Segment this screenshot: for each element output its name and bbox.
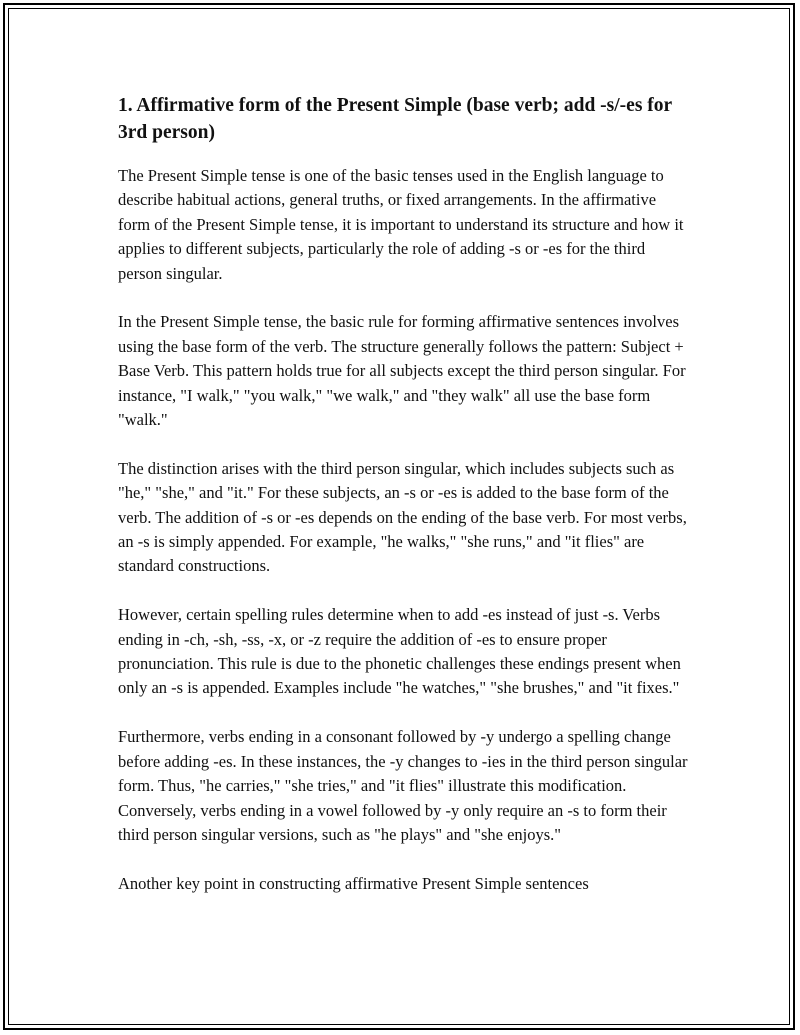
- paragraph-es-spelling: However, certain spelling rules determine when to add -es instead of just -s. Verbs ending in -ch, -sh, -ss, -x, or -z require the addition of -es to ensure proper pronunciation. This rule is due to the phonetic challenges these endings present when only an -s is appended. Examples include "he watches," "she brushes," and "it fixes.": [118, 605, 681, 698]
- paragraph-intro: The Present Simple tense is one of the basic tenses used in the English language to describe habitual actions, general truths, or fixed arrangements. In the affirmative form of the Present Simple tense, it is important to understand its structure and how it applies to different subjects, particularly the role of adding -s or -es for the third person singular.: [118, 166, 684, 283]
- section-heading: 1. Affirmative form of the Present Simple (base verb; add -s/-es for 3rd person): [118, 95, 672, 143]
- paragraph-base-rule: In the Present Simple tense, the basic rule for forming affirmative sentences involves using the base form of the verb. The structure generally follows the pattern: Subject + Base Verb. This pattern holds true for all subjects except the third person singular. For instance, "I walk," "you walk," "we walk," and "they walk" all use the base form "walk.": [118, 312, 686, 430]
- document-body: [118, 92, 690, 921]
- paragraph-y-spelling: Furthermore, verbs ending in a consonant followed by -y undergo a spelling change before adding -es. In these instances, the -y changes to -ies in the third person singular form. Thus, "he carries," "she tries," and "it flies" illustrate this modification. Conversely, verbs ending in a vowel followed by -y only require an -s to form their third person singular versions, such as "he plays" and "she enjoys.": [118, 727, 688, 844]
- paragraph-key-point: Another key point in constructing affirmative Present Simple sentences: [118, 873, 589, 893]
- paragraph-third-person: The distinction arises with the third person singular, which includes subjects such as "he," "she," and "it." For these subjects, an -s or -es is added to the base form of the verb. The addition of -s or -es depends on the ending of the base verb. For most verbs, an -s is simply appended. For example, "he walks," "she runs," and "it flies" are standard constructions.: [118, 458, 687, 576]
